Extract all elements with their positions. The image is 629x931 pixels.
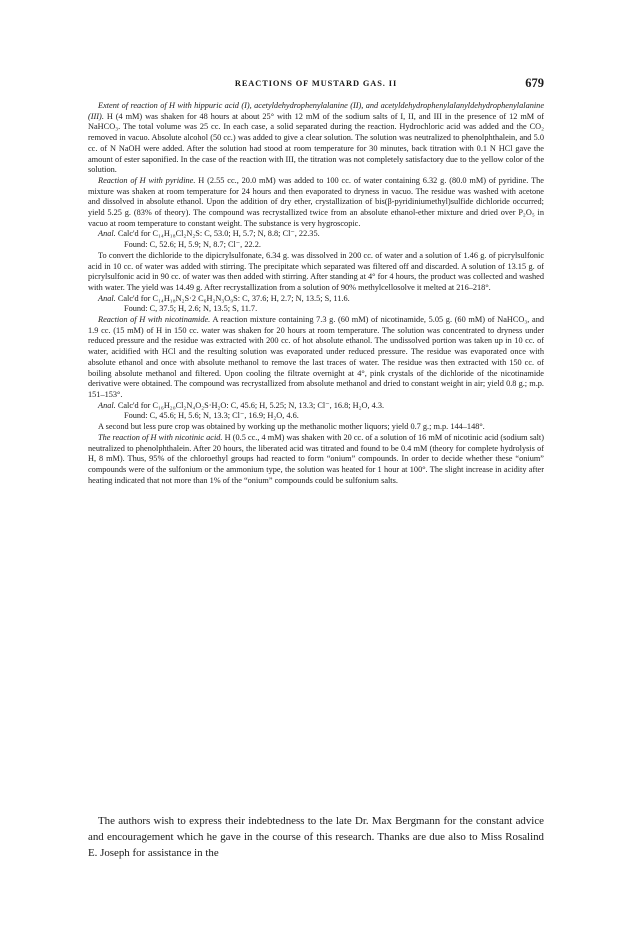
experimental-text bbox=[88, 101, 544, 486]
paragraph-text: H (4 mM) was shaken for 48 hours at about 25° with 12 mM of the sodium salts of I, II, and III in the presence of 12 mM of NaHCO₃. The total volume was 25 cc. In each case, a solid separated during the reaction. Hydrochloric acid was added and the CO₂ removed in vacuo. Absolute alcohol (50 cc.) was added to give a clear solution. The solution was neutralized to phenolphthalein, and 5.0 cc. of N NaOH were added. After the solution had stood at room temperature for 30 minutes, back titration with 0.1 N HCl gave the amount of ester saponified. In the case of the reaction with III, the titration was not completely satisfactory due to the yellow color of the solution. bbox=[88, 111, 544, 175]
anal-calc: Calc'd for C₁₄H₁₈Cl₂N₂S: C, 53.0; H, 5.7; N, 8.8; Cl⁻, 22.35. bbox=[115, 229, 320, 239]
anal-label: Anal. bbox=[98, 229, 116, 239]
analysis-found: Found: C, 37.5; H, 2.6; N, 13.5; S, 11.7. bbox=[124, 304, 258, 314]
paragraph-text: A reaction mixture containing 7.3 g. (60 mM) of nicotinamide, 5.05 g. (60 mM) of NaHCO₃, and 1.9 cc. (15 mM) of H in 150 cc. water was shaken for 20 hours at room temperature. The solution was concentrated to dryness under reduced pressure and the residue was extracted with 200 cc. of hot absolute ethanol. The undissolved portion was taken up in 10 cc. of water, acidified with HCl and the resulting solution was evaporated under reduced pressure. The residue was evaporated once with absolute ethanol and once with absolute methanol to remove the last traces of water. The residue was then extracted with 150 cc. of boiling absolute methanol and filtered. Upon cooling the filtrate overnight at 4°, pink crystals of the dichloride of the nicotinamide derivative were obtained. The compound was recrystallized from absolute methanol and dried to constant weight in air; yield 0.8 g.; m.p. 151–153°. bbox=[88, 315, 544, 399]
page-header bbox=[88, 78, 544, 92]
anal-label: Anal. bbox=[98, 293, 116, 303]
acknowledgment-text: The authors wish to express their indebtedness to the late Dr. Max Bergmann for the constant advice and encouragement which he gave in the course of this research. Thanks are due also to Miss Rosalind E. Joseph for assistance in the bbox=[88, 815, 544, 859]
analysis-calc bbox=[88, 229, 544, 240]
paragraph-text: H (0.5 cc., 4 mM) was shaken with 20 cc. of a solution of 16 mM of nicotinic acid (sodium salt) neutralized to phenolphthalein. After 20 hours, the liberated acid was titrated and found to be 0.4 mM (theory for complete hydrolysis of H, 8 mM). Thus, 95% of the chloroethyl groups had reacted to form “onium” compounds. In order to decide whether these “onium” compounds were of the sulfonium or the ammonium type, the solution was heated for 1 hour at 100°. The slight increase in acidity after heating indicated that not more than 1% of the “onium” compounds could be sulfonium salts. bbox=[88, 432, 544, 485]
acknowledgment-section bbox=[88, 813, 544, 861]
paragraph-lead: Reaction of H with pyridine. bbox=[98, 175, 196, 185]
paragraph-hippuric-acid bbox=[88, 101, 544, 176]
paragraph-lead: Reaction of H with nicotinamide. bbox=[98, 315, 211, 325]
anal-calc: Calc'd for C₁₄H₁₈N₂S·2 C₆H₂N₃O₉S: C, 37.6; H, 2.7; N, 13.5; S, 11.6. bbox=[115, 293, 350, 303]
anal-calc: Calc'd for C₁₆H₂₀Cl₂N₄O₂S·H₂O: C, 45.6; H, 5.25; N, 13.3; Cl⁻, 16.8; H₂O, 4.3. bbox=[115, 400, 385, 410]
analysis-calc bbox=[88, 294, 544, 305]
paragraph-lead: The reaction of H with nicotinic acid. bbox=[98, 432, 223, 442]
paragraph-dipicrylsulfonate: To convert the dichloride to the dipicrylsulfonate, 6.34 g. was dissolved in 200 cc. of water and a solution of 1.46 g. of picrylsulfonic acid in 10 cc. of water was added with stirring. The precipitate which separated was filtered off and discarded. A solution of 13.15 g. of picrylsulfonic acid in 90 cc. of water was then added with stirring. After standing at 4° for 4 hours, the product was collected and washed with water. The yield was 14.49 g. After recrystallization from a solution of 90% methylcellosolve it melted at 216–218°. bbox=[88, 250, 544, 292]
paragraph-second-crop: A second but less pure crop was obtained by working up the methanolic mother liquors; yield 0.7 g.; m.p. 144–148°. bbox=[98, 422, 485, 432]
running-head: REACTIONS OF MUSTARD GAS. II bbox=[234, 79, 398, 88]
paragraph-pyridine bbox=[88, 176, 544, 230]
paragraph-lead: Extent of reaction of H with hippuric acid (I), acetyldehydrophenylalanine (II), and acetyldehydrophenylalanyldehydrophenylalanine (III). bbox=[88, 101, 544, 121]
analysis-calc bbox=[88, 401, 544, 412]
paragraph-text: H (2.55 cc., 20.0 mM) was added to 100 cc. of water containing 6.32 g. (80.0 mM) of pyridine. The mixture was shaken at room temperature for 24 hours and then evaporated to dryness in vacuo. The residue was washed with acetone and dissolved in absolute ethanol. Upon the addition of dry ether, crystallization of bis(β-pyridiniumethyl)sulfide dichloride occurred; yield 5.25 g. (83% of theory). The compound was recrystallized twice from an absolute ethanol-ether mixture and dried over P₂O₅ in vacuo at room temperature to constant weight. The substance is very hygroscopic. bbox=[88, 175, 544, 228]
paragraph-nicotinamide bbox=[88, 315, 544, 401]
analysis-found: Found: C, 45.6; H, 5.6; N, 13.3; Cl⁻, 16.9; H₂O, 4.6. bbox=[124, 411, 299, 421]
page-number: 679 bbox=[525, 76, 544, 90]
anal-label: Anal. bbox=[98, 400, 116, 410]
paragraph-nicotinic-acid bbox=[88, 433, 544, 487]
analysis-found: Found: C, 52.6; H, 5.9; N, 8.7; Cl⁻, 22.2. bbox=[124, 240, 261, 250]
